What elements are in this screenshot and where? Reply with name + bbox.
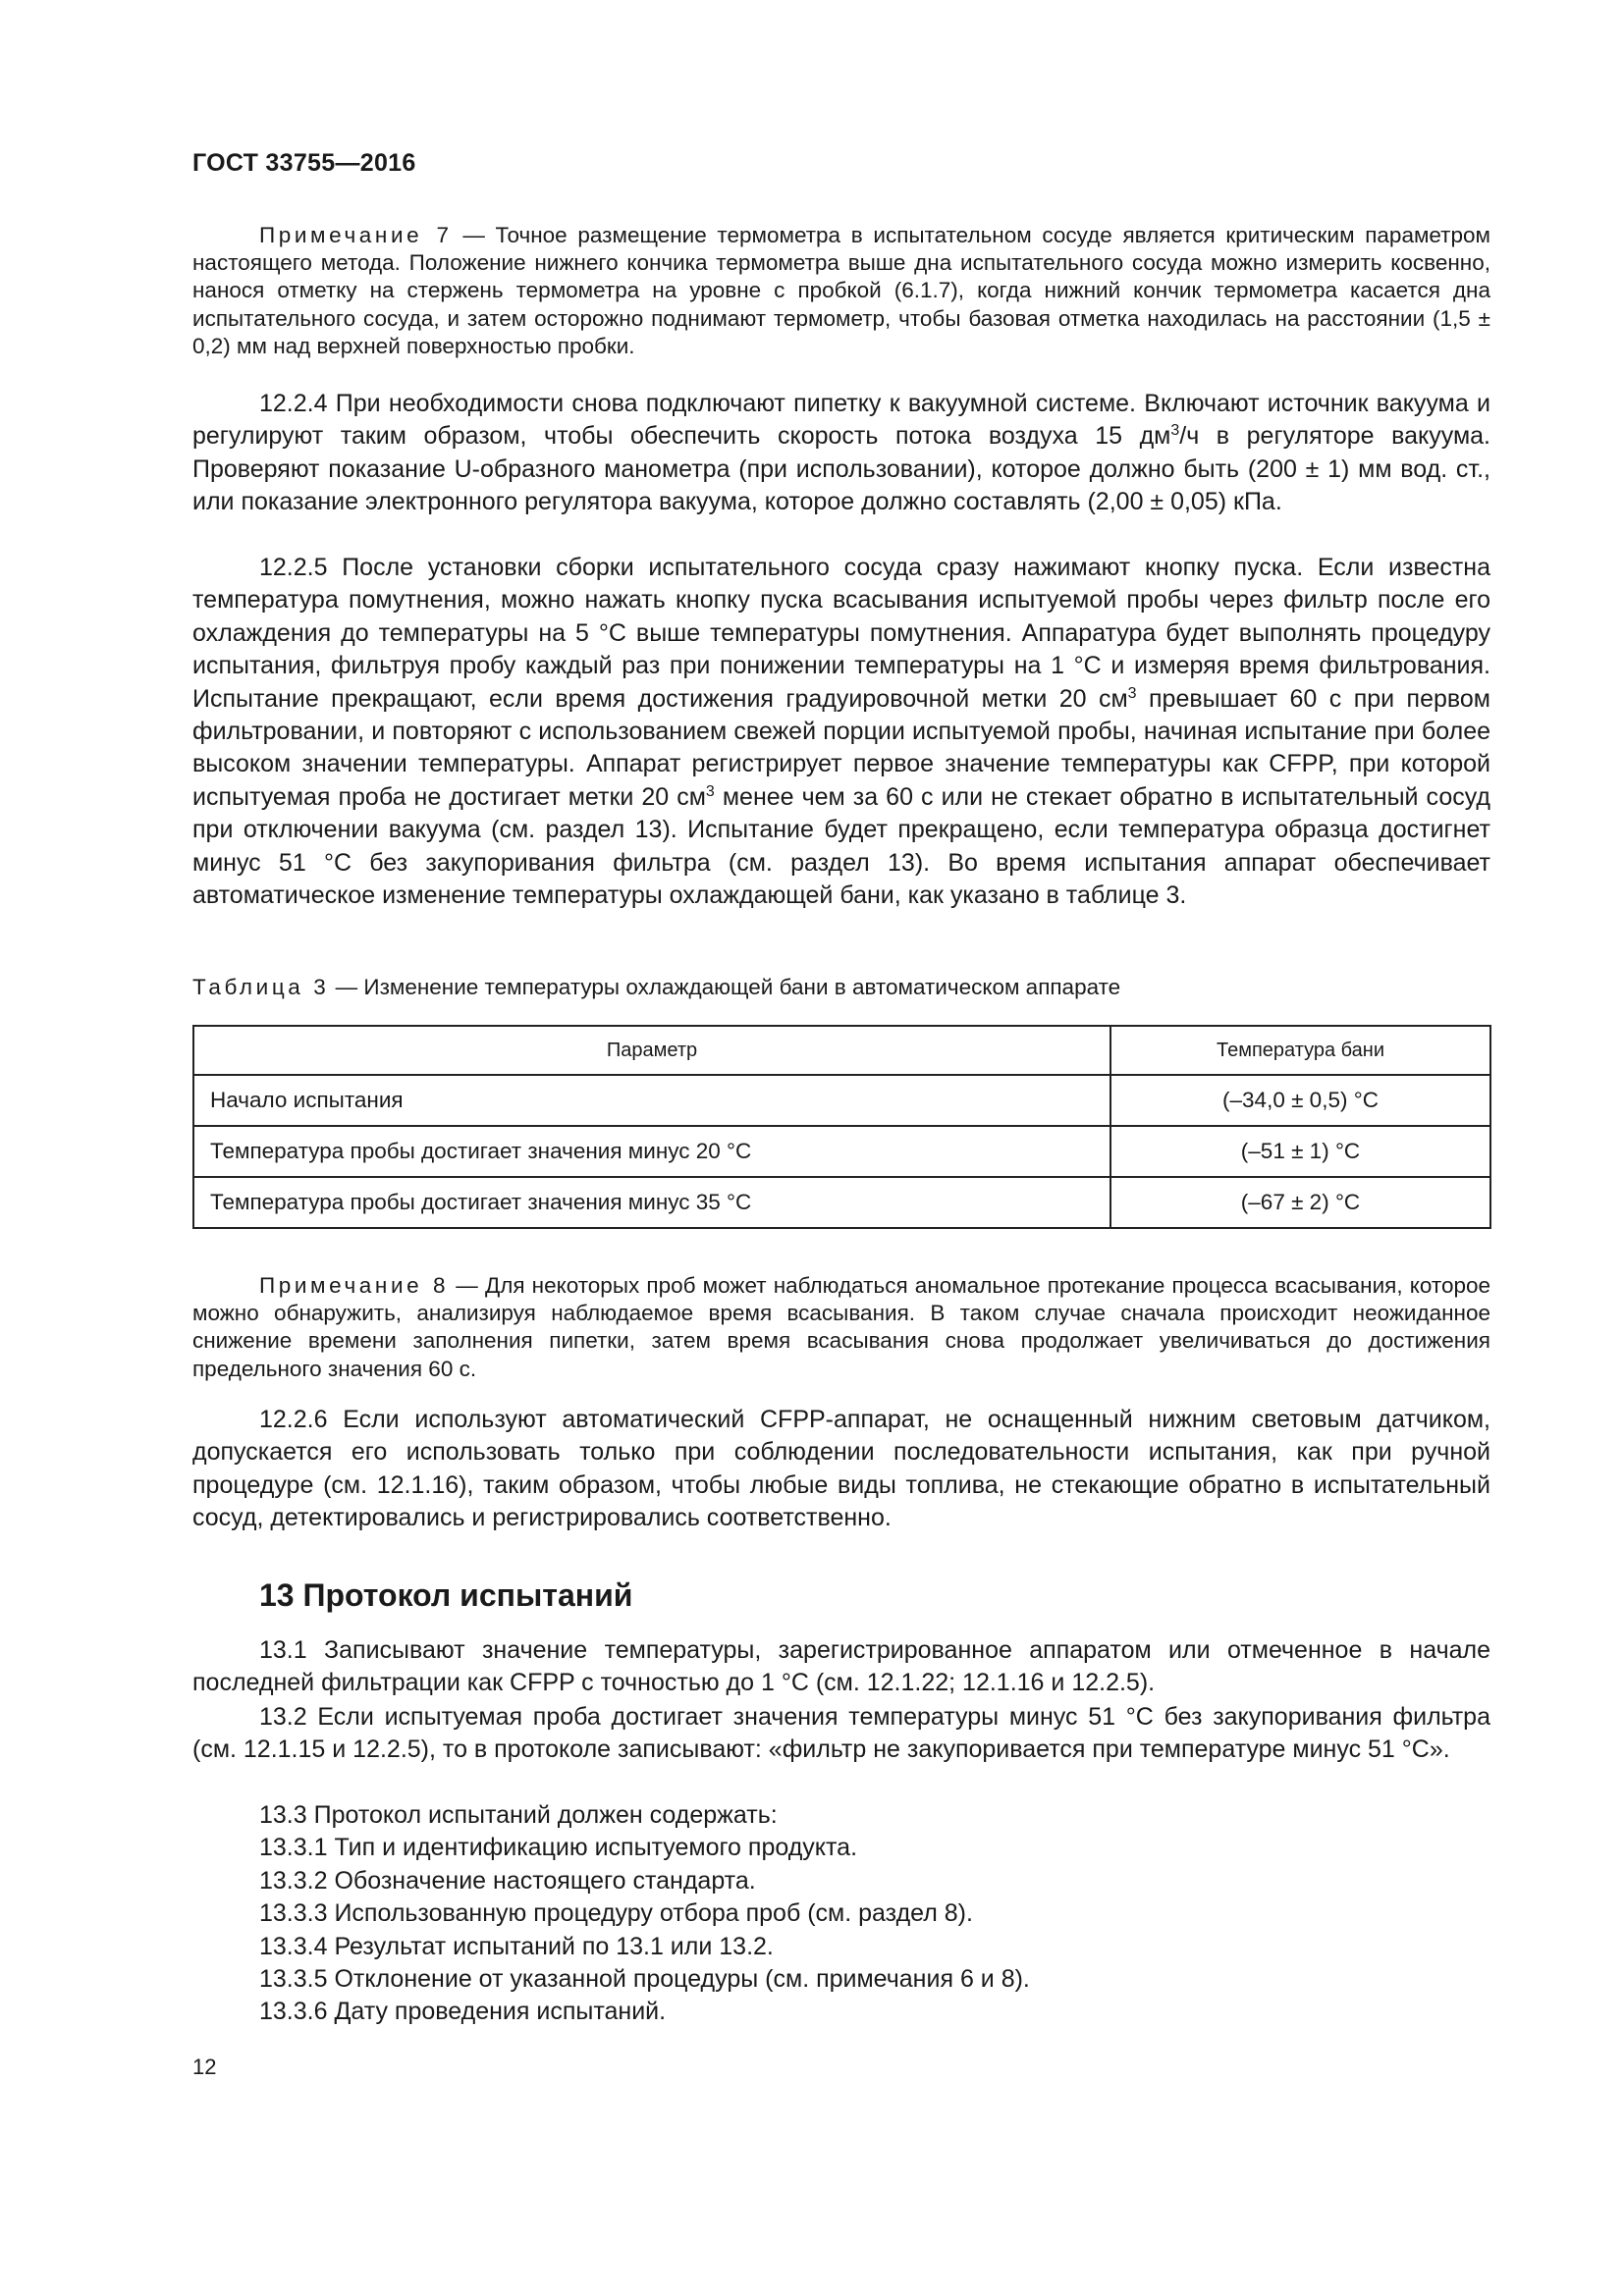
paragraph-12-2-5-part-a: 12.2.5 После установки сборки испытательного сосуда сразу нажимают кнопку пуска. Если известна температура помутнения, можно нажать кнопку пуска всасывания испытуемой пробы через фильтр после его охлаждения до температуры на 5 °С выше температуры помутнения. Аппаратура будет выполнять процедуру испытания, фильтруя пробу каждый раз при понижении температуры на 1 °С и измеряя время фильтрования. Испытание прекращают, если время достижения градуировочной метки 20 см xyxy=(192,554,1490,713)
table-header-row xyxy=(193,1026,1490,1075)
page-number: 12 xyxy=(192,2055,217,2079)
table-cell: (–34,0 ± 0,5) °С xyxy=(1110,1075,1490,1126)
superscript: 3 xyxy=(1170,422,1180,440)
table-cell: Температура пробы достигает значения минус 35 °С xyxy=(193,1177,1110,1228)
paragraph-12-2-5-part-b: превышает 60 с при первом фильтровании, и повторяют с использованием свежей порции испытуемой пробы, начиная испытание при более высоком значении температуры. Аппарат регистрирует первое значение температуры как CFPP, при которой испытуемая проба не достигает метки 20 см xyxy=(192,684,1490,811)
table-header-cell: Параметр xyxy=(193,1026,1110,1075)
table-3 xyxy=(192,1025,1491,1229)
paragraph-13-1 xyxy=(192,1634,1490,1700)
note-8-label: Примечание 8 xyxy=(259,1273,450,1298)
superscript: 3 xyxy=(705,782,715,800)
paragraph-12-2-4 xyxy=(192,388,1490,519)
paragraph-12-2-4-part-a: 12.2.4 При необходимости снова подключают пипетку к вакуумной системе. Включают источник вакуума и регулируют таким образом, чтобы обеспечить скорость потока воздуха 15 дм xyxy=(192,390,1490,451)
paragraph-12-2-4-part-b: /ч в регуляторе вакуума. Проверяют показание U-образного манометра (при использовании), которое должно быть (200 ± 1) мм вод. ст., или показание электронного регулятора вакуума, которое должно составлять (2,00 ± 0,05) кПа. xyxy=(192,422,1490,516)
table-3-caption-label: Таблица 3 xyxy=(192,975,330,999)
table-row xyxy=(193,1126,1490,1177)
table-row xyxy=(193,1177,1490,1228)
table-cell: Температура пробы достигает значения минус 20 °С xyxy=(193,1126,1110,1177)
list-item: 13.3.6 Дату проведения испытаний. xyxy=(259,1998,667,2026)
paragraph-12-2-6 xyxy=(192,1404,1490,1535)
note-8-text: — Для некоторых проб может наблюдаться аномальное протекание процесса всасывания, которое можно обнаружить, анализируя наблюдаемое время всасывания. В таком случае сначала происходит неожиданное снижение времени заполнения пипетки, затем время всасывания снова продолжает увеличиваться до достижения предельного значения 60 с. xyxy=(192,1273,1490,1381)
table-cell: (–51 ± 1) °С xyxy=(1110,1126,1490,1177)
table-cell: Начало испытания xyxy=(193,1075,1110,1126)
note-8 xyxy=(192,1272,1490,1383)
list-item: 13.3.1 Тип и идентификацию испытуемого продукта. xyxy=(259,1834,858,1862)
note-7 xyxy=(192,222,1490,360)
note-7-label: Примечание 7 xyxy=(259,223,453,247)
table-row xyxy=(193,1075,1490,1126)
table-header-cell: Температура бани xyxy=(1110,1026,1490,1075)
note-7-text: — Точное размещение термометра в испытательном сосуде является критическим параметром настоящего метода. Положение нижнего кончика термометра выше дна испытательного сосуда можно измерить косвенно, нанося отметку на стержень термометра на уровне с пробкой (6.1.7), когда нижний кончик термометра касается дна испытательного сосуда, и затем осторожно поднимают термометр, чтобы базовая отметка находилась на расстоянии (1,5 ± 0,2) мм над верхней поверхностью пробки. xyxy=(192,223,1490,358)
list-item: 13.3.3 Использованную процедуру отбора проб (см. раздел 8). xyxy=(259,1899,973,1928)
paragraph-12-2-6-text: 12.2.6 Если используют автоматический CFPP-аппарат, не оснащенный нижним световым датчиком, допускается его использовать только при соблюдении последовательности испытания, как при ручной процедуре (см. 12.1.16), таким образом, чтобы любые виды топлива, не стекающие обратно в испытательный сосуд, детектировались и регистрировались соответственно. xyxy=(192,1406,1490,1532)
list-item: 13.3.4 Результат испытаний по 13.1 или 13.2. xyxy=(259,1932,774,1960)
paragraph-12-2-5 xyxy=(192,552,1490,912)
paragraph-12-2-5-part-c: менее чем за 60 с или не стекает обратно в испытательный сосуд при отключении вакуума (см. раздел 13). Испытание будет прекращено, если температура образца достигнет минус 51 °С без закупоривания фильтра (см. раздел 13). Во время испытания аппарат обеспечивает автоматическое изменение температуры охлаждающей бани, как указано в таблице 3. xyxy=(192,782,1490,910)
section-13-title: 13 Протокол испытаний xyxy=(259,1577,633,1613)
paragraph-13-1-text: 13.1 Записывают значение температуры, зарегистрированное аппаратом или отмеченное в начале последней фильтрации как CFPP с точностью до 1 °С (см. 12.1.22; 12.1.16 и 12.2.5). xyxy=(192,1636,1490,1697)
table-cell: (–67 ± 2) °С xyxy=(1110,1177,1490,1228)
paragraph-13-2-text: 13.2 Если испытуемая проба достигает значения температуры минус 51 °С без закупоривания фильтра (см. 12.1.15 и 12.2.5), то в протоколе записывают: «фильтр не закупоривается при температуре минус 51 °С». xyxy=(192,1703,1490,1764)
list-item: 13.3 Протокол испытаний должен содержать: xyxy=(259,1801,778,1829)
paragraph-13-2 xyxy=(192,1701,1490,1767)
protocol-contents-list xyxy=(192,1799,1490,2029)
superscript: 3 xyxy=(1127,684,1137,702)
table-3-caption-text: — Изменение температуры охлаждающей бани в автоматическом аппарате xyxy=(329,975,1121,999)
list-item: 13.3.5 Отклонение от указанной процедуры (см. примечания 6 и 8). xyxy=(259,1965,1030,1994)
table-3-caption xyxy=(192,975,1120,1000)
list-item: 13.3.2 Обозначение настоящего стандарта. xyxy=(259,1866,756,1895)
standard-header: ГОСТ 33755—2016 xyxy=(192,149,416,177)
